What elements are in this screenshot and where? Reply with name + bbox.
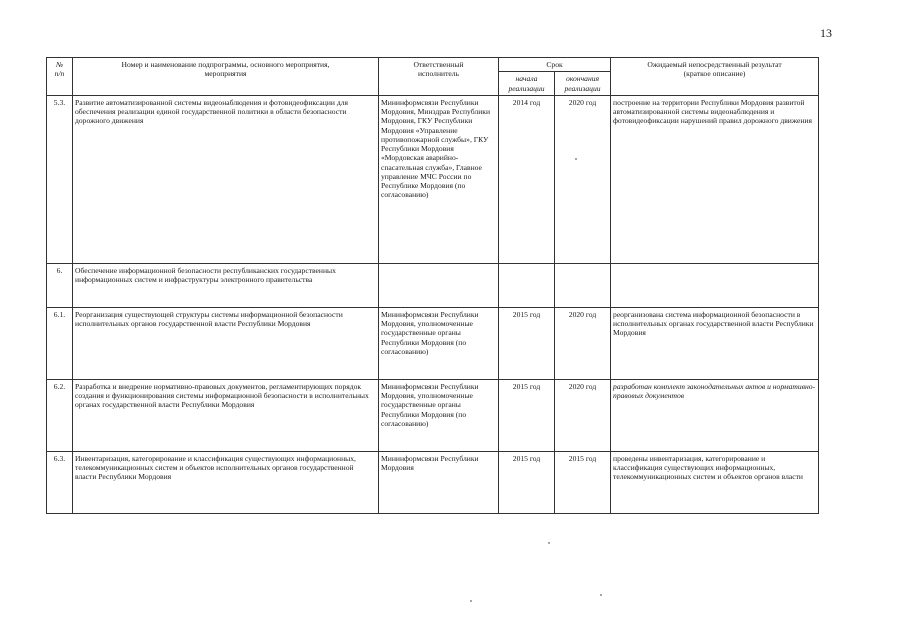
row-num: 6.2. xyxy=(47,379,73,451)
row-result: реорганизована система информационной безопасности в исполнительных органах государственной власти Республики Мордовия xyxy=(611,307,819,379)
row-result: проведены инвентаризация, категорирование и классификация существующих информационных, телекоммуникационных систем и объектов органов власти xyxy=(611,451,819,513)
header-term-start: начала реализации xyxy=(499,72,555,96)
row-responsible: Мининформсвязи Республики Мордовия, уполномоченные государственные органы Республики Мордовия (по согласованию) xyxy=(379,379,499,451)
table-row xyxy=(47,263,819,307)
row-end: 2020 год xyxy=(555,379,611,451)
row-name: Разработка и внедрение нормативно-правовых документов, регламентирующих порядок создания и функционирования системы информационной безопасности в исполнительных органах государственной власти Республики Мордовия xyxy=(73,379,379,451)
row-result: разработан комплект законодательных актов и нормативно-правовых документов xyxy=(611,379,819,451)
row-start: 2015 год xyxy=(499,379,555,451)
table-row xyxy=(47,95,819,263)
row-start: 2014 год xyxy=(499,95,555,263)
row-name: Реорганизация существующей структуры системы информационной безопасности исполнительных органов государственной власти Республики Мордовия xyxy=(73,307,379,379)
row-result xyxy=(611,263,819,307)
row-name: Обеспечение информационной безопасности республиканских государственных информационных систем и инфраструктуры электронного правительства xyxy=(73,263,379,307)
row-end: 2020 год xyxy=(555,95,611,263)
page-number: 13 xyxy=(820,26,832,40)
row-name: Развитие автоматизированной системы видеонаблюдения и фотовидеофиксации для обеспечения реализации единой государственной политики в области безопасности дорожного движения xyxy=(73,95,379,263)
header-num: № п/п xyxy=(47,58,73,96)
row-num: 5.3. xyxy=(47,95,73,263)
row-end: 2015 год xyxy=(555,451,611,513)
row-result: построение на территории Республики Мордовия развитой автоматизированной системы видеонаблюдения и фотовидеофиксации нарушений правил дорожного движения xyxy=(611,95,819,263)
program-table xyxy=(46,57,819,514)
row-responsible: Мининформсвязи Республики Мордовия, уполномоченные государственные органы Республики Мордовия (по согласованию) xyxy=(379,307,499,379)
header-row xyxy=(47,58,819,72)
scan-speck xyxy=(548,542,550,544)
row-start: 2015 год xyxy=(499,307,555,379)
table-row xyxy=(47,307,819,379)
row-num: 6.3. xyxy=(47,451,73,513)
row-name: Инвентаризация, категорирование и классификация существующих информационных, телекоммуникационных систем и объектов исполнительных органов государственной власти Республики Мордовия xyxy=(73,451,379,513)
header-term: Срок xyxy=(499,58,611,72)
header-responsible: Ответственный исполнитель xyxy=(379,58,499,96)
header-term-end: окончания реализации xyxy=(555,72,611,96)
row-responsible xyxy=(379,263,499,307)
row-num: 6.1. xyxy=(47,307,73,379)
row-responsible: Мининформсвязи Республики Мордовия, Минздрав Республики Мордовия, ГКУ Республики Мордовия «Управление противопожарной службы», ГКУ Республики Мордовия «Мордовская аварийно-спасательная служба», Главное управление МЧС России по Республике Мордовия (по согласованию) xyxy=(379,95,499,263)
scan-speck xyxy=(575,158,577,160)
table-row xyxy=(47,451,819,513)
row-end xyxy=(555,263,611,307)
row-num: 6. xyxy=(47,263,73,307)
row-start: 2015 год xyxy=(499,451,555,513)
header-result: Ожидаемый непосредственный результат (краткое описание) xyxy=(611,58,819,96)
table-row xyxy=(47,379,819,451)
row-start xyxy=(499,263,555,307)
row-end: 2020 год xyxy=(555,307,611,379)
row-responsible: Мининформсвязи Республики Мордовия xyxy=(379,451,499,513)
scan-speck xyxy=(600,594,602,596)
scan-speck xyxy=(470,600,472,602)
header-name: Номер и наименование подпрограммы, основного мероприятия, мероприятия xyxy=(73,58,379,96)
